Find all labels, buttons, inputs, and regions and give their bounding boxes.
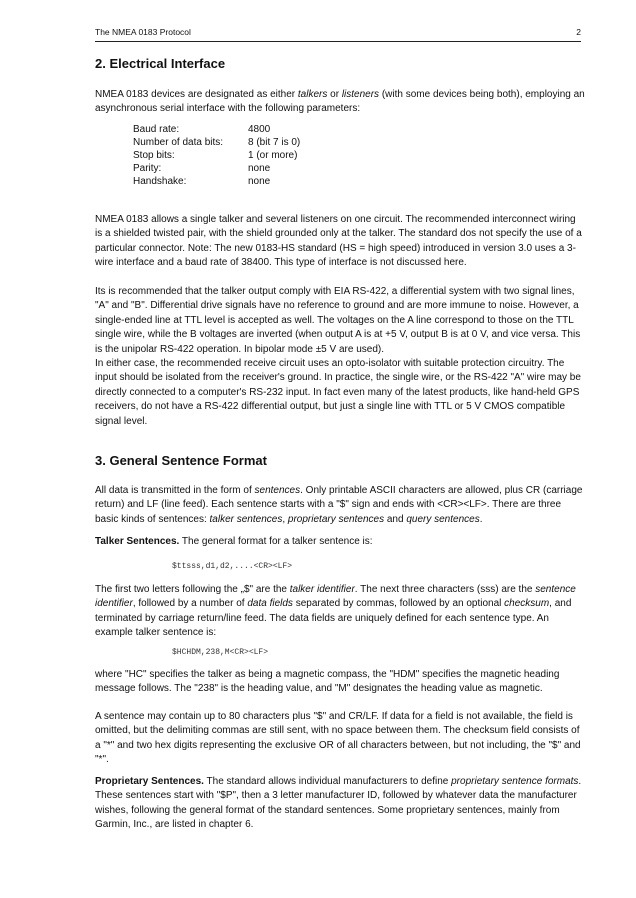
example-explanation: where "HC" specifies the talker as being a magnetic compass, the "HDM" specifies the magnetic heading message follows. The "238" is the heading value, and "M" designates the heading value as magnetic. [95,669,560,695]
talker-sentences-paragraph: Talker Sentences. The general format for a talker sentence is: [95,536,373,547]
section-2-paragraph-2: Its is recommended that the talker output comply with EIA RS-422, a differential system with two signal lines, "A" and "B". Differential drive signals have no reference to ground and are more immune to noise. However, a single-ended line at TTL level is accepted as well. The voltages on the A line correspond to those on the TTL single wire, while the B voltages are inverted (when output A is at +5 V, output B is at 0 V, and vice versa. This is the unipolar RS-422 operation. In bipolar mode ±5 V are used). [95,286,581,355]
serial-parameters-table [133,124,300,189]
section-3-intro: All data is transmitted in the form of sentences. Only printable ASCII characters are allowed, plus CR (carriage return) and LF (line feed). Each sentence starts with a "$" sign and ends with <CR><LF>. There are three basic kinds of sentences: talker sentences, proprietary sentences and query sentences. [95,485,583,525]
document-title: The NMEA 0183 Protocol [95,27,191,37]
section-2-heading: 2. Electrical Interface [95,56,226,71]
section-2-paragraph-1: NMEA 0183 allows a single talker and several listeners on one circuit. The recommended interconnect wiring is a shielded twisted pair, with the shield grounded only at the talker. The standard dos not specify the use of a particular connector. Note: The new 0183-HS standard (HS = high speed) introduced in version 3.0 uses a 3-wire interface and a baud rate of 38400. This type of interface is not discussed here. [95,214,582,269]
param-row: Baud rate: 4800 [133,124,271,135]
page-number: 2 [576,27,581,37]
proprietary-sentences-paragraph: Proprietary Sentences. The standard allows individual manufacturers to define proprietary sentence formats. These sentences start with "$P", then a 3 letter manufacturer ID, followed by whatever data the manufacturer wishes, following the general format of the standard sentences. Some proprietary sentences, mainly from Garmin, Inc., are listed in chapter 6. [95,776,582,831]
section-2-paragraph-3: In either case, the recommended receive circuit uses an opto-isolator with suitable protection circuitry. The input should be isolated from the receiver's ground. In practice, the single wire, or the RS-422 "A" wire may be directly connected to a computer's RS-232 input. In fact even many of the latest products, like hand-held GPS receivers, do not have a RS-422 differential output, but just a single line with TTL or 5 V CMOS compatible signal level. [95,358,581,427]
param-row: Stop bits: 1 (or more) [133,149,298,161]
param-row: Number of data bits: 8 (bit 7 is 0) [133,136,301,148]
page-header [95,27,581,42]
example-sentence-code: $HCHDM,238,M<CR><LF> [172,648,269,657]
param-row: Parity: none [133,162,271,174]
section-2-intro: NMEA 0183 devices are designated as either talkers or listeners (with some devices being both), employing an asynchronous serial interface with the following parameters: [95,89,585,115]
talker-fields-paragraph: The first two letters following the „$" are the talker identifier. The next three characters (sss) are the sentence identifier, followed by a number of data fields separated by commas, followed by an optional checksum, and terminated by carriage return/line feed. The data fields are uniquely defined for each sentence type. An example talker sentence is: [95,584,576,639]
section-3-heading: 3. General Sentence Format [95,453,267,468]
sentence-length-paragraph: A sentence may contain up to 80 characters plus "$" and CR/LF. If data for a field is not available, the field is omitted, but the delimiting commas are still sent, with no space between them. The checksum field consists of a "*" and two hex digits representing the exclusive OR of all characters between, but not including, the "$" and "*". [95,711,581,766]
param-row: Handshake: none [133,175,271,187]
talker-format-code: $ttsss,d1,d2,....<CR><LF> [172,562,293,571]
